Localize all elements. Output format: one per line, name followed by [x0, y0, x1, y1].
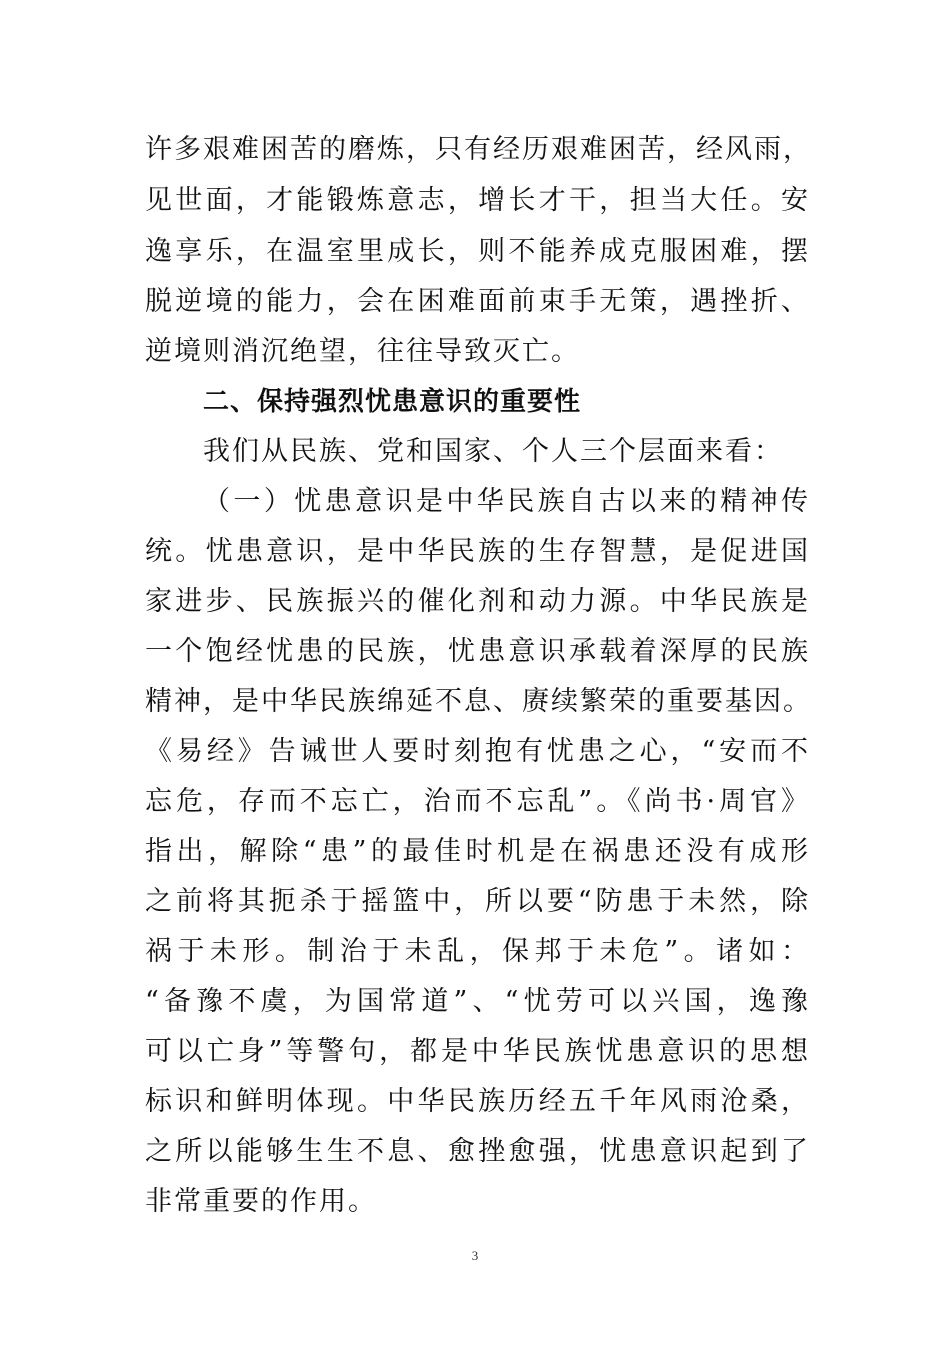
body-text-line: 精神，是中华民族绵延不息、赓续繁荣的重要基因。 [145, 686, 812, 717]
body-text-line: 逸享乐，在温室里成长，则不能养成克服困难，摆 [145, 236, 810, 267]
body-text-line: 统。忧患意识，是中华民族的生存智慧，是促进国 [145, 536, 810, 567]
body-text-line: 一个饱经忧患的民族，忧患意识承载着深厚的民族 [145, 636, 810, 667]
body-text-line: 脱逆境的能力，会在困难面前束手无策，遇挫折、 [145, 286, 810, 317]
body-text-line: 之前将其扼杀于摇篮中，所以要“防患于未然，除 [145, 886, 810, 917]
body-text-line: 逆境则消沉绝望，往往导致灭亡。 [145, 336, 580, 367]
subsection-heading-line: （一）忧患意识是中华民族自古以来的精神传 [203, 486, 810, 517]
section-heading: 二、保持强烈忧患意识的重要性 [203, 387, 582, 417]
body-text-line: 许多艰难困苦的磨炼，只有经历艰难困苦，经风雨， [145, 134, 812, 165]
page-number: 3 [471, 1248, 479, 1263]
body-text-line: 标识和鲜明体现。中华民族历经五千年风雨沧桑， [145, 1086, 810, 1117]
body-text-line: 见世面，才能锻炼意志，增长才干，担当大任。安 [145, 185, 810, 216]
body-text-line: 可以亡身”等警句，都是中华民族忧患意识的思想 [145, 1036, 810, 1067]
body-text-line: 家进步、民族振兴的催化剂和动力源。中华民族是 [145, 586, 810, 617]
body-text-line: 我们从民族、党和国家、个人三个层面来看： [203, 436, 783, 467]
body-text-line: “备豫不虞，为国常道”、“忧劳可以兴国，逸豫 [145, 986, 810, 1017]
body-text-line: 祸于未形。制治于未乱，保邦于未危”。诸如： [145, 936, 810, 967]
body-text-line: 《易经》告诫世人要时刻抱有忧患之心，“安而不 [145, 736, 810, 767]
body-text-line: 之所以能够生生不息、愈挫愈强，忧患意识起到了 [145, 1136, 810, 1167]
body-text-line: 忘危，存而不忘亡，治而不忘乱”。《尚书·周官》 [145, 786, 810, 817]
body-text-line: 非常重要的作用。 [145, 1186, 377, 1217]
body-text-line: 指出，解除“患”的最佳时机是在祸患还没有成形 [145, 836, 810, 867]
